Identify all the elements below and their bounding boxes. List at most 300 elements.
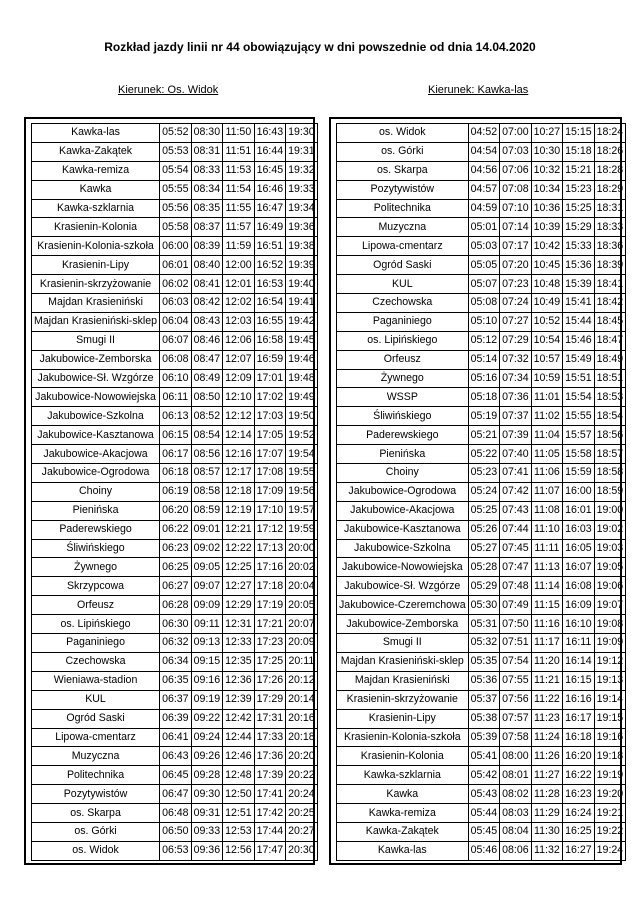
departure-time: 16:17 [563,709,595,728]
departure-time: 12:53 [223,822,255,841]
departure-time: 11:13 [531,558,563,577]
departure-time: 07:55 [500,671,532,690]
departure-time: 18:54 [594,407,626,426]
departure-time: 11:06 [531,464,563,483]
stop-name: Pienińska [32,501,160,520]
timetable-row [32,766,318,785]
departure-time: 08:58 [191,482,223,501]
departure-time: 19:08 [594,615,626,634]
departure-time: 05:31 [468,615,500,634]
stop-name: Politechnika [337,199,469,218]
departure-time: 06:07 [160,331,192,350]
departure-time: 11:22 [531,690,563,709]
departure-time: 15:29 [563,218,595,237]
departure-time: 08:02 [500,785,532,804]
departure-time: 20:18 [286,728,318,747]
timetable-row [32,501,318,520]
departure-time: 18:29 [594,180,626,199]
timetable-row [337,275,626,294]
departure-time: 08:54 [191,426,223,445]
timetable-row [337,804,626,823]
timetable-row [337,294,626,313]
timetable-row [337,841,626,860]
timetable-row [337,237,626,256]
departure-time: 17:07 [254,445,286,464]
departure-time: 06:13 [160,407,192,426]
departure-time: 10:54 [531,331,563,350]
departure-time: 06:28 [160,596,192,615]
departure-time: 19:40 [286,275,318,294]
stop-name: Kawka [32,180,160,199]
stop-name: Krasienin-Lipy [337,709,469,728]
departure-time: 17:05 [254,426,286,445]
departure-time: 05:25 [468,501,500,520]
departure-time: 07:03 [500,142,532,161]
departure-time: 09:31 [191,804,223,823]
stop-name: Majdan Krasieniński [32,294,160,313]
timetable-row [32,652,318,671]
departure-time: 19:39 [286,256,318,275]
departure-time: 19:45 [286,331,318,350]
stop-name: Kawka-szklarnia [337,766,469,785]
timetable-row [337,331,626,350]
departure-time: 07:10 [500,199,532,218]
timetable-row [337,501,626,520]
departure-time: 11:14 [531,577,563,596]
departure-time: 15:33 [563,237,595,256]
departure-time: 18:28 [594,161,626,180]
departure-time: 04:56 [468,161,500,180]
departure-time: 05:32 [468,634,500,653]
departure-time: 16:44 [254,142,286,161]
timetable-row [337,577,626,596]
stop-name: Jakubowice-Szkolna [337,539,469,558]
departure-time: 19:19 [594,766,626,785]
departure-time: 15:58 [563,445,595,464]
departure-time: 17:18 [254,577,286,596]
departure-time: 06:34 [160,652,192,671]
departure-time: 16:58 [254,331,286,350]
timetable-row [32,180,318,199]
departure-time: 19:00 [594,501,626,520]
departure-time: 05:45 [468,822,500,841]
departure-time: 09:28 [191,766,223,785]
stop-name: Jakubowice-Sł. Wzgórze [337,577,469,596]
departure-time: 05:44 [468,804,500,823]
departure-time: 07:41 [500,464,532,483]
departure-time: 20:09 [286,634,318,653]
stop-name: os. Skarpa [337,161,469,180]
stop-name: Muzyczna [32,747,160,766]
departure-time: 16:51 [254,237,286,256]
timetable-table-right [336,123,626,861]
departure-time: 07:37 [500,407,532,426]
departure-time: 06:19 [160,482,192,501]
departure-time: 12:10 [223,388,255,407]
departure-time: 19:13 [594,671,626,690]
timetable-row [337,709,626,728]
timetable-row [32,294,318,313]
departure-time: 07:42 [500,482,532,501]
departure-time: 12:21 [223,520,255,539]
departure-time: 06:32 [160,634,192,653]
departure-time: 12:03 [223,312,255,331]
timetable-row [32,558,318,577]
departure-time: 18:26 [594,142,626,161]
departure-time: 20:05 [286,596,318,615]
direction-label-left: Kierunek: Os. Widok [118,84,219,96]
departure-time: 07:23 [500,275,532,294]
departure-time: 15:55 [563,407,595,426]
departure-time: 20:16 [286,709,318,728]
departure-time: 06:03 [160,294,192,313]
departure-time: 11:05 [531,445,563,464]
stop-name: Żywnego [337,369,469,388]
departure-time: 17:21 [254,615,286,634]
departure-time: 12:27 [223,577,255,596]
stop-name: Wieniawa-stadion [32,671,160,690]
stop-name: os. Lipińskiego [337,331,469,350]
departure-time: 17:36 [254,747,286,766]
departure-time: 09:07 [191,577,223,596]
departure-time: 05:52 [160,124,192,143]
timetable-row [32,482,318,501]
departure-time: 09:33 [191,822,223,841]
departure-time: 10:27 [531,124,563,143]
departure-time: 20:00 [286,539,318,558]
departure-time: 09:01 [191,520,223,539]
departure-time: 12:33 [223,634,255,653]
departure-time: 15:46 [563,331,595,350]
departure-time: 20:24 [286,785,318,804]
stop-name: Czechowska [337,294,469,313]
departure-time: 09:02 [191,539,223,558]
departure-time: 09:05 [191,558,223,577]
departure-time: 05:23 [468,464,500,483]
timetable-row [32,822,318,841]
departure-time: 08:40 [191,256,223,275]
departure-time: 08:33 [191,161,223,180]
departure-time: 19:30 [286,124,318,143]
departure-time: 18:36 [594,237,626,256]
departure-time: 17:29 [254,690,286,709]
stop-name: os. Górki [337,142,469,161]
timetable-row [337,124,626,143]
timetable-row [337,558,626,577]
stop-name: Jakubowice-Zemborska [32,350,160,369]
departure-time: 08:04 [500,822,532,841]
stop-name: Kawka-remiza [337,804,469,823]
stop-name: Czechowska [32,652,160,671]
departure-time: 20:04 [286,577,318,596]
departure-time: 18:56 [594,426,626,445]
departure-time: 06:02 [160,275,192,294]
departure-time: 18:41 [594,275,626,294]
departure-time: 06:48 [160,804,192,823]
departure-time: 05:21 [468,426,500,445]
stop-name: Paganiniego [32,634,160,653]
departure-time: 12:22 [223,539,255,558]
departure-time: 12:46 [223,747,255,766]
timetable-row [32,350,318,369]
departure-time: 05:03 [468,237,500,256]
departure-time: 08:06 [500,841,532,860]
departure-time: 06:27 [160,577,192,596]
departure-time: 19:18 [594,747,626,766]
departure-time: 19:38 [286,237,318,256]
timetable-row [337,464,626,483]
departure-time: 05:10 [468,312,500,331]
stop-name: Pozytywistów [337,180,469,199]
departure-time: 07:06 [500,161,532,180]
departure-time: 17:09 [254,482,286,501]
departure-time: 16:15 [563,671,595,690]
departure-time: 09:15 [191,652,223,671]
departure-time: 17:08 [254,464,286,483]
departure-time: 19:34 [286,199,318,218]
departure-time: 05:08 [468,294,500,313]
timetable-row [337,218,626,237]
departure-time: 07:49 [500,596,532,615]
departure-time: 05:22 [468,445,500,464]
timetable-row [32,841,318,860]
departure-time: 12:56 [223,841,255,860]
departure-time: 08:00 [500,747,532,766]
departure-time: 11:30 [531,822,563,841]
departure-time: 07:08 [500,180,532,199]
departure-time: 18:53 [594,388,626,407]
departure-time: 15:44 [563,312,595,331]
stop-name: Kawka-szklarnia [32,199,160,218]
departure-time: 06:37 [160,690,192,709]
stop-name: Krasienin-Kolonia [337,747,469,766]
departure-time: 20:27 [286,822,318,841]
departure-time: 07:32 [500,350,532,369]
timetable-row [32,804,318,823]
departure-time: 12:16 [223,445,255,464]
stop-name: Orfeusz [337,350,469,369]
departure-time: 08:41 [191,275,223,294]
stop-name: KUL [32,690,160,709]
departure-time: 11:27 [531,766,563,785]
departure-time: 16:10 [563,615,595,634]
timetable-row [337,520,626,539]
departure-time: 08:49 [191,369,223,388]
stop-name: os. Skarpa [32,804,160,823]
stop-name: Majdan Krasieniński-sklep [337,652,469,671]
stop-name: Lipowa-cmentarz [337,237,469,256]
departure-time: 16:45 [254,161,286,180]
stop-name: os. Lipińskiego [32,615,160,634]
departure-time: 19:09 [594,634,626,653]
departure-time: 19:12 [594,652,626,671]
departure-time: 19:05 [594,558,626,577]
departure-time: 08:42 [191,294,223,313]
timetable-row [32,312,318,331]
departure-time: 11:29 [531,804,563,823]
departure-time: 10:36 [531,199,563,218]
departure-time: 09:30 [191,785,223,804]
departure-time: 06:08 [160,350,192,369]
departure-time: 16:55 [254,312,286,331]
departure-time: 11:01 [531,388,563,407]
stop-name: Kawka [337,785,469,804]
departure-time: 17:02 [254,388,286,407]
departure-time: 08:30 [191,124,223,143]
departure-time: 17:25 [254,652,286,671]
timetable-row [32,671,318,690]
departure-time: 05:05 [468,256,500,275]
departure-time: 16:05 [563,539,595,558]
stop-name: Jakubowice-Sł. Wzgórze [32,369,160,388]
departure-time: 05:41 [468,747,500,766]
departure-time: 06:30 [160,615,192,634]
departure-time: 15:23 [563,180,595,199]
timetable-row [32,199,318,218]
timetable-row [32,690,318,709]
departure-time: 16:23 [563,785,595,804]
departure-time: 09:11 [191,615,223,634]
departure-time: 17:41 [254,785,286,804]
stop-name: Ogród Saski [337,256,469,275]
departure-time: 19:33 [286,180,318,199]
timetable-row [32,237,318,256]
departure-time: 08:46 [191,331,223,350]
departure-time: 17:13 [254,539,286,558]
timetable-row [32,124,318,143]
departure-time: 11:16 [531,615,563,634]
departure-time: 16:47 [254,199,286,218]
departure-time: 17:42 [254,804,286,823]
departure-time: 11:54 [223,180,255,199]
departure-time: 04:59 [468,199,500,218]
departure-time: 17:01 [254,369,286,388]
departure-time: 16:52 [254,256,286,275]
departure-time: 05:38 [468,709,500,728]
departure-time: 11:15 [531,596,563,615]
timetable-row [337,388,626,407]
timetable-row [32,785,318,804]
departure-time: 06:47 [160,785,192,804]
timetable-row [32,615,318,634]
timetable-row [337,426,626,445]
departure-time: 11:17 [531,634,563,653]
departure-time: 16:22 [563,766,595,785]
departure-time: 11:26 [531,747,563,766]
departure-time: 06:35 [160,671,192,690]
departure-time: 20:14 [286,690,318,709]
departure-time: 19:24 [594,841,626,860]
departure-time: 16:25 [563,822,595,841]
departure-time: 16:49 [254,218,286,237]
timetable-row [337,539,626,558]
departure-time: 08:47 [191,350,223,369]
departure-time: 05:36 [468,671,500,690]
stop-name: Orfeusz [32,596,160,615]
stop-name: Muzyczna [337,218,469,237]
departure-time: 19:14 [594,690,626,709]
departure-time: 05:16 [468,369,500,388]
departure-time: 07:56 [500,690,532,709]
stop-name: Lipowa-cmentarz [32,728,160,747]
stop-name: os. Widok [32,841,160,860]
departure-time: 17:12 [254,520,286,539]
departure-time: 18:24 [594,124,626,143]
departure-time: 05:56 [160,199,192,218]
departure-time: 12:19 [223,501,255,520]
departure-time: 18:57 [594,445,626,464]
stop-name: Kawka-Zakątek [337,822,469,841]
departure-time: 12:02 [223,294,255,313]
departure-time: 07:58 [500,728,532,747]
timetable-row [32,275,318,294]
departure-time: 11:53 [223,161,255,180]
stop-name: Choiny [32,482,160,501]
departure-time: 08:01 [500,766,532,785]
departure-time: 19:02 [594,520,626,539]
departure-time: 17:03 [254,407,286,426]
stop-name: Żywnego [32,558,160,577]
departure-time: 07:45 [500,539,532,558]
departure-time: 07:34 [500,369,532,388]
departure-time: 20:07 [286,615,318,634]
departure-time: 15:25 [563,199,595,218]
departure-time: 07:24 [500,294,532,313]
stop-name: Kawka-remiza [32,161,160,180]
timetable-row [337,728,626,747]
stop-name: Krasienin-Lipy [32,256,160,275]
departure-time: 07:54 [500,652,532,671]
timetable-row [337,256,626,275]
departure-time: 12:00 [223,256,255,275]
departure-time: 11:32 [531,841,563,860]
timetable-row [32,388,318,407]
departure-time: 05:39 [468,728,500,747]
departure-time: 08:37 [191,218,223,237]
departure-time: 05:24 [468,482,500,501]
departure-time: 11:57 [223,218,255,237]
timetable-row [32,520,318,539]
departure-time: 16:08 [563,577,595,596]
departure-time: 05:55 [160,180,192,199]
departure-time: 11:24 [531,728,563,747]
timetable-row [337,596,626,615]
timetable-row [32,539,318,558]
departure-time: 12:39 [223,690,255,709]
departure-time: 04:54 [468,142,500,161]
timetable-row [32,634,318,653]
stop-name: Jakubowice-Ogrodowa [337,482,469,501]
stop-name: Majdan Krasieniński-sklep [32,312,160,331]
departure-time: 16:46 [254,180,286,199]
departure-time: 10:48 [531,275,563,294]
timetable-row [337,161,626,180]
departure-time: 19:50 [286,407,318,426]
departure-time: 16:18 [563,728,595,747]
stop-name: Kawka-Zakątek [32,142,160,161]
departure-time: 11:50 [223,124,255,143]
departure-time: 08:31 [191,142,223,161]
departure-time: 17:31 [254,709,286,728]
timetable-row [32,709,318,728]
departure-time: 07:27 [500,312,532,331]
departure-time: 05:37 [468,690,500,709]
departure-time: 18:33 [594,218,626,237]
departure-time: 09:26 [191,747,223,766]
departure-time: 16:16 [563,690,595,709]
departure-time: 06:15 [160,426,192,445]
departure-time: 08:35 [191,199,223,218]
